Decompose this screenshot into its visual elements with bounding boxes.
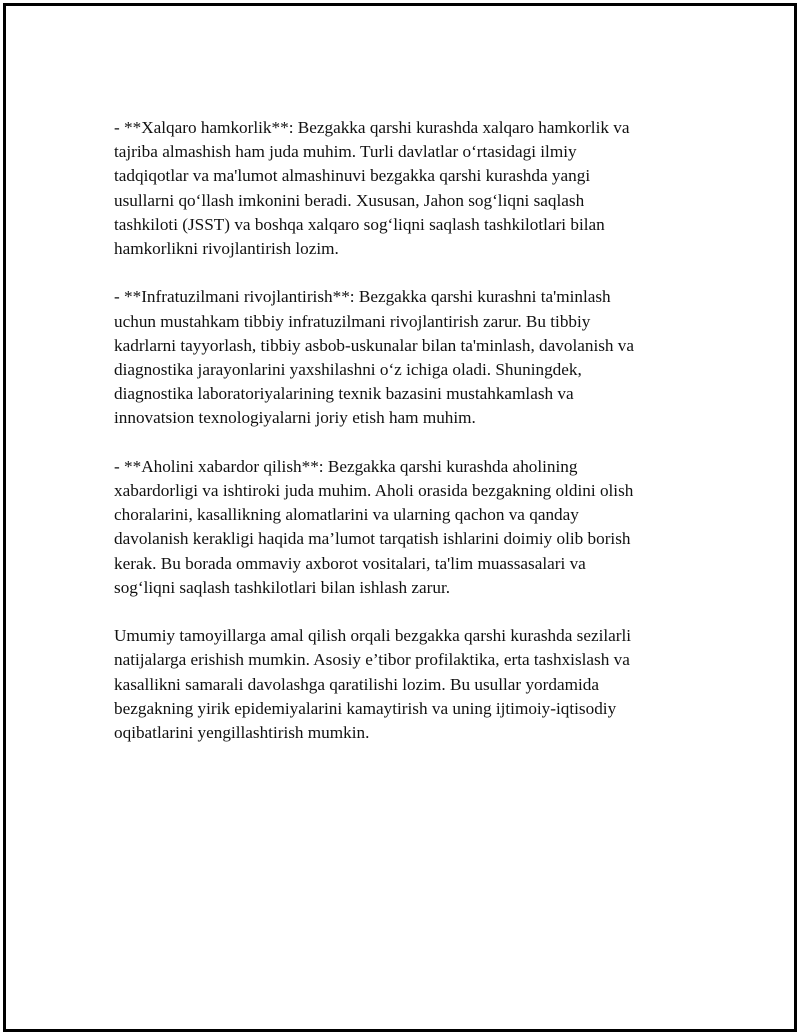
text-line: tashkiloti (JSST) va boshqa xalqaro sog‘liqni saqlash tashkilotlari bilan <box>114 214 605 234</box>
text-line: - **Aholini xabardor qilish**: Bezgakka qarshi kurashda aholining <box>114 456 578 476</box>
document-body <box>114 116 686 769</box>
text-line: tadqiqotlar va ma'lumot almashinuvi bezgakka qarshi kurashda yangi <box>114 166 591 186</box>
text-line: diagnostika laboratoriyalarining texnik bazasini mustahkamlash va <box>114 384 574 404</box>
text-line: bezgakning yirik epidemiyalarini kamaytirish va uning ijtimoiy-iqtisodiy <box>114 698 617 718</box>
text-line: Umumiy tamoyillarga amal qilish orqali bezgakka qarshi kurashda sezilarli <box>114 626 632 646</box>
paragraph-international-cooperation <box>114 116 686 261</box>
text-line: sog‘liqni saqlash tashkilotlari bilan ishlash zarur. <box>114 577 451 597</box>
text-line: davolanish kerakligi haqida ma’lumot tarqatish ishlarini doimiy olib borish <box>114 529 631 549</box>
text-line: choralarini, kasallikning alomatlarini va ularning qachon va qanday <box>114 505 579 525</box>
text-line: usullarni qo‘llash imkonini beradi. Xususan, Jahon sog‘liqni saqlash <box>114 190 585 210</box>
text-line: kadrlarni tayyorlash, tibbiy asbob-uskunalar bilan ta'minlash, davolanish va <box>114 335 635 355</box>
text-line: - **Xalqaro hamkorlik**: Bezgakka qarshi kurashda xalqaro hamkorlik va <box>114 118 630 137</box>
text-line: - **Infratuzilmani rivojlantirish**: Bezgakka qarshi kurashni ta'minlash <box>114 287 611 307</box>
paragraph-conclusion <box>114 624 686 745</box>
text-line: oqibatlarini yengillashtirish mumkin. <box>114 723 370 743</box>
paragraph-infrastructure <box>114 285 686 430</box>
text-line: innovatsion texnologiyalarni joriy etish ham muhim. <box>114 408 476 428</box>
text-line: diagnostika jarayonlarini yaxshilashni o‘z ichiga oladi. Shuningdek, <box>114 360 582 380</box>
text-line: hamkorlikni rivojlantirish lozim. <box>114 239 339 259</box>
text-line: xabardorligi va ishtiroki juda muhim. Aholi orasida bezgakning oldini olish <box>114 481 634 501</box>
text-line: kerak. Bu borada ommaviy axborot vositalari, ta'lim muassasalari va <box>114 553 586 573</box>
text-line: tajriba almashish ham juda muhim. Turli davlatlar o‘rtasidagi ilmiy <box>114 142 577 162</box>
text-line: natijalarga erishish mumkin. Asosiy e’tibor profilaktika, erta tashxislash va <box>114 650 630 670</box>
paragraph-public-awareness <box>114 455 686 600</box>
text-line: uchun mustahkam tibbiy infratuzilmani rivojlantirish zarur. Bu tibbiy <box>114 311 591 331</box>
text-line: kasallikni samarali davolashga qaratilishi lozim. Bu usullar yordamida <box>114 674 599 694</box>
